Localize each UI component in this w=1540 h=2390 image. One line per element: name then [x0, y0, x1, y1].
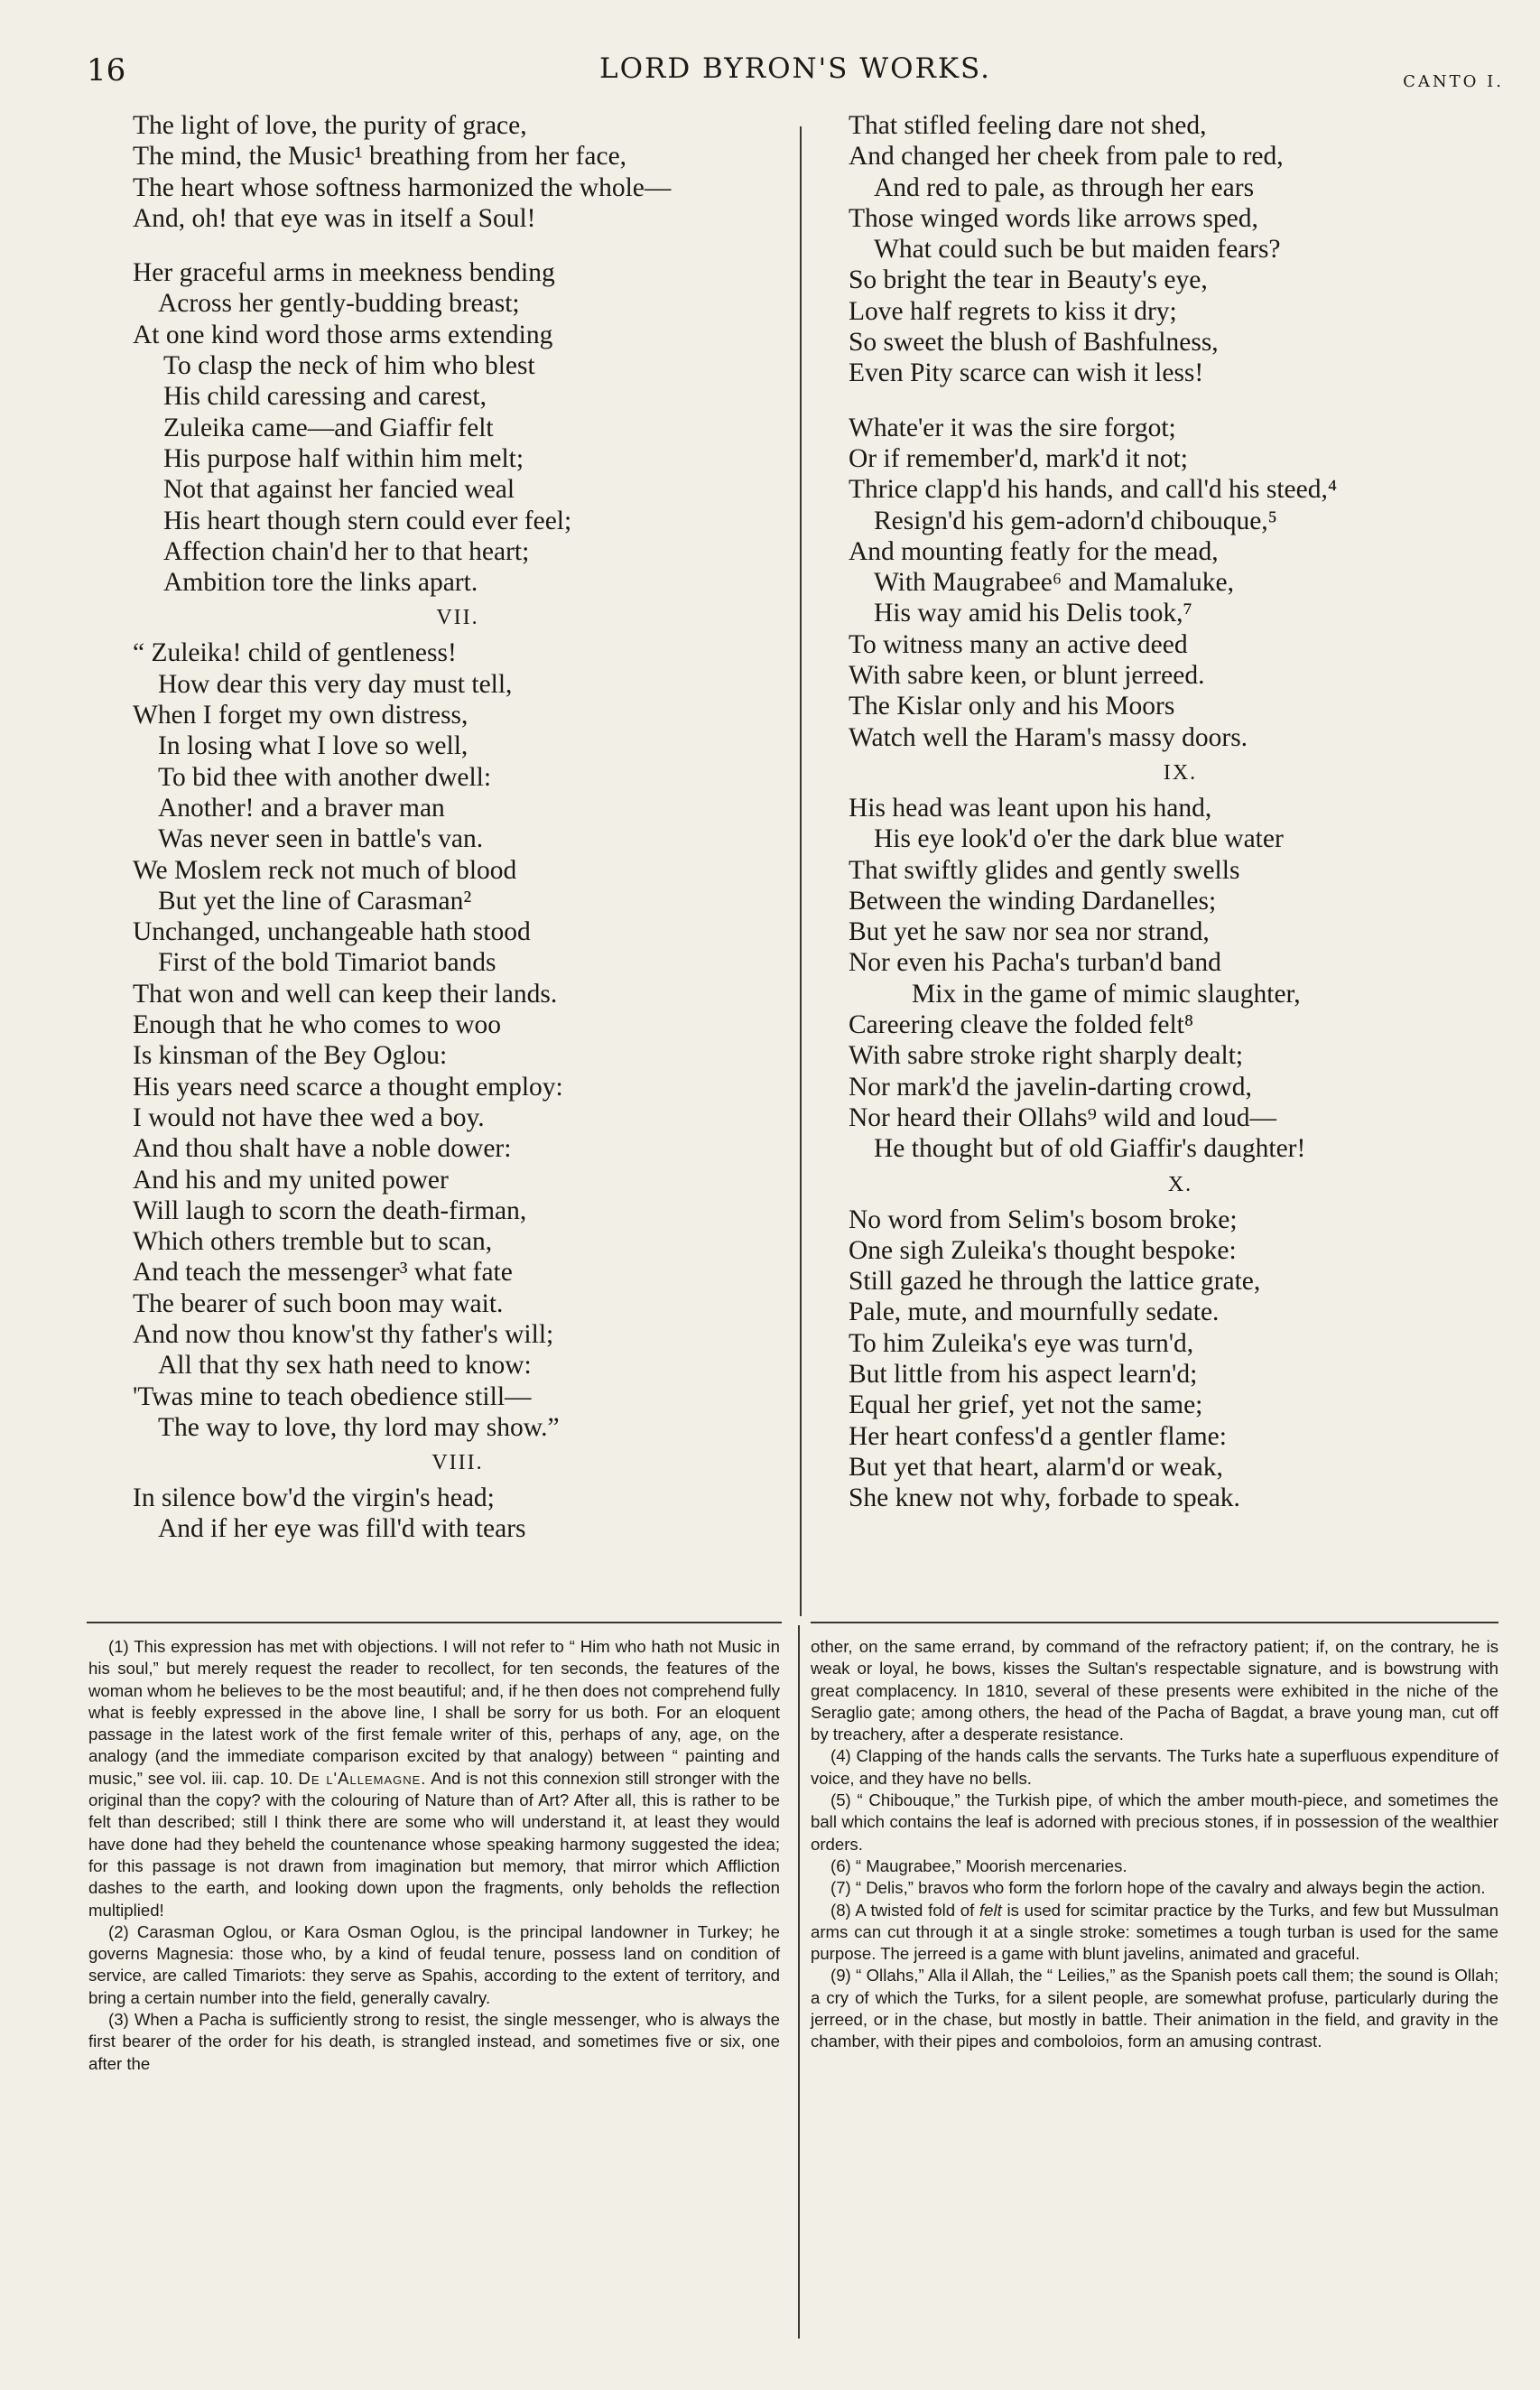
footnote-2: (2) Carasman Oglou, or Kara Osman Oglou, is the principal landowner in Turkey; he governs Magnesia: those who, by a kind of feudal tenure, possess land on condition of service, are called Timariots: they serve as Spahis, according to the extent of territory, and bring a certain number into the field, generally cavalry.: [88, 1921, 780, 2007]
poem-line: But yet he saw nor sea nor strand,: [849, 917, 1210, 947]
poem-line: Across her gently-budding breast;: [158, 289, 520, 319]
poem-line: To bid thee with another dwell:: [158, 762, 492, 792]
poem-line: Even Pity scarce can wish it less!: [849, 358, 1204, 388]
poem-line: In silence bow'd the virgin's head;: [133, 1483, 495, 1513]
poem-line: Her graceful arms in meekness bending: [133, 258, 555, 288]
poem-line: Not that against her fancied weal: [163, 475, 515, 505]
poem-line: 'Twas mine to teach obedience still—: [133, 1381, 532, 1411]
poem-line: Enough that he who comes to woo: [133, 1010, 502, 1040]
footnote-1-text-cont: And is not this connexion still stronger with the original than the copy? with the colouring of Nature than of Art? After all, this is rather to be felt than described; still I think there are some who will understand it, at least they would have done had they beheld the countenance whose speaking harmony suggested the idea; for this passage is not drawn from imagination but memory, that mirror which Affliction dashes to the earth, and looking down upon the fragments, only beholds the reflection multiplied!: [88, 1768, 780, 1920]
poem-line: Nor heard their Ollahs⁹ wild and loud—: [849, 1102, 1276, 1132]
poem-line: When I forget my own distress,: [133, 701, 468, 730]
poem-line: And teach the messenger³ what fate: [133, 1258, 513, 1288]
footnote-8-text-cont: is used for scimitar practice by the Turks, and few but Mussulman arms can cut through it at a single stroke: sometimes a tough turban is used for the same purpose. The jerreed is a game with blunt javelins, animated and graceful.: [811, 1900, 1498, 1964]
poem-line: His child caressing and carest,: [163, 382, 487, 412]
poem-line: But yet that heart, alarm'd or weak,: [849, 1452, 1223, 1482]
poem-line: He thought but of old Giaffir's daughter!: [874, 1134, 1306, 1164]
footnote-rule-left: [87, 1622, 782, 1623]
footnote-rule-right: [811, 1622, 1498, 1623]
poem-column-left: [133, 110, 783, 1545]
poem-line: And if her eye was fill'd with tears: [158, 1514, 526, 1544]
poem-line: The heart whose softness harmonized the whole—: [133, 172, 672, 202]
poem-line: Careering cleave the folded felt⁸: [849, 1010, 1194, 1040]
running-title: LORD BYRON'S WORKS.: [598, 52, 991, 85]
poem-line: Pale, mute, and mournfully sedate.: [849, 1297, 1220, 1327]
poem-line: With sabre stroke right sharply dealt;: [849, 1041, 1244, 1071]
poem-line: His eye look'd o'er the dark blue water: [874, 824, 1284, 854]
column-divider: [800, 126, 802, 1616]
running-header: [87, 52, 1504, 92]
page-number: 16: [87, 52, 126, 88]
poem-line: Unchanged, unchangeable hath stood: [133, 917, 531, 947]
poem-line: The light of love, the purity of grace,: [133, 111, 527, 140]
poem-line: His heart though stern could ever feel;: [163, 506, 572, 535]
footnote-3-continued: other, on the same errand, by command of the refractory patient; if, on the contrary, he is weak or loyal, he bows, kisses the Sultan's respectable signature, and is bowstrung with great complacency. In 1810, several of these presents were exhibited in the niche of the Seraglio gate; among others, the head of the Pacha of Bagdat, a brave young man, cut off by treachery, after a desperate resistance.: [811, 1637, 1498, 1744]
poem-line: Will laugh to scorn the death-firman,: [133, 1195, 527, 1225]
poem-line: That swiftly glides and gently swells: [849, 855, 1240, 885]
poem-line: The mind, the Music¹ breathing from her face,: [133, 142, 627, 172]
poem-line: Thrice clapp'd his hands, and call'd his steed,⁴: [849, 475, 1338, 505]
poem-line: Was never seen in battle's van.: [158, 824, 484, 854]
poem-line: All that thy sex hath need to know:: [158, 1351, 532, 1381]
poem-line: And, oh! that eye was in itself a Soul!: [133, 203, 536, 233]
footnote-6: (6) “ Maugrabee,” Moorish mercenaries.: [830, 1855, 1127, 1875]
poem-line: What could such be but maiden fears?: [874, 235, 1281, 265]
poem-line: In losing what I love so well,: [158, 731, 468, 761]
footnote-5: (5) “ Chibouque,” the Turkish pipe, of which the amber mouth-piece, and sometimes the ball which contains the leaf is adorned with precious stones, if in possession of the wealthier orders.: [811, 1790, 1498, 1854]
poem-line: But little from his aspect learn'd;: [849, 1359, 1198, 1389]
poem-line: To him Zuleika's eye was turn'd,: [849, 1328, 1194, 1358]
footnote-1-work-title: De l'Allemagne.: [298, 1768, 427, 1788]
poem-line: The Kislar only and his Moors: [849, 692, 1175, 721]
section-number: X.: [1167, 1172, 1193, 1196]
footnotes-right: [811, 1636, 1498, 2053]
poem-column-right: [849, 110, 1512, 1513]
poem-line: His purpose half within him melt;: [163, 443, 524, 473]
poem-line: Equal her grief, yet not the same;: [849, 1390, 1203, 1420]
poem-line: To witness many an active deed: [849, 629, 1188, 659]
poem-line: Zuleika came—and Giaffir felt: [163, 413, 494, 442]
poem-line: To clasp the neck of him who blest: [163, 351, 535, 381]
section-number: VII.: [436, 606, 479, 630]
poem-line: No word from Selim's bosom broke;: [849, 1204, 1238, 1234]
poem-line: And his and my united power: [133, 1165, 449, 1195]
poem-line: Between the winding Dardanelles;: [849, 886, 1217, 916]
footnote-9: (9) “ Ollahs,” Alla il Allah, the “ Leilies,” as the Spanish poets call them; the sound is Ollah; a cry of which the Turks, for a silent people, are somewhat profuse, particularly during the jerreed, or in the chase, but mostly in battle. Their animation in the field, and gravity in the chamber, with their pipes and comboloios, form an amusing contrast.: [811, 1966, 1498, 2051]
poem-line: And red to pale, as through her ears: [874, 172, 1255, 202]
poem-line: Watch well the Haram's massy doors.: [849, 722, 1248, 752]
poem-line: Another! and a braver man: [158, 793, 445, 823]
footnote-8-felt: felt: [979, 1900, 1002, 1920]
poem-line: One sigh Zuleika's thought bespoke:: [849, 1235, 1237, 1265]
footnote-7: (7) “ Delis,” bravos who form the forlorn hope of the cavalry and always begin the action.: [830, 1878, 1486, 1898]
poem-line: And mounting featly for the mead,: [849, 536, 1219, 566]
poem-line: And thou shalt have a noble dower:: [133, 1134, 512, 1164]
poem-line: Which others tremble but to scan,: [133, 1227, 493, 1257]
poem-line: Still gazed he through the lattice grate,: [849, 1267, 1261, 1297]
canto-label: CANTO I.: [1403, 72, 1504, 91]
poem-line: But yet the line of Carasman²: [158, 886, 472, 916]
poem-line: Resign'd his gem-adorn'd chibouque,⁵: [874, 506, 1277, 535]
poem-line: How dear this very day must tell,: [158, 669, 513, 699]
poem-line: The bearer of such boon may wait.: [133, 1288, 504, 1318]
poem-line: First of the bold Timariot bands: [158, 948, 496, 978]
footnotes-left: [88, 1636, 780, 2075]
footnote-4: (4) Clapping of the hands calls the servants. The Turks hate a superfluous expenditure of voice, and they have no bells.: [811, 1746, 1498, 1788]
footnote-1: [88, 1636, 780, 1921]
poem-line: And changed her cheek from pale to red,: [849, 142, 1284, 172]
poem-line: Love half regrets to kiss it dry;: [849, 296, 1177, 326]
poem-line: Her heart confess'd a gentler flame:: [849, 1421, 1227, 1451]
poem-line: Or if remember'd, mark'd it not;: [849, 443, 1188, 473]
poem-line: So sweet the blush of Bashfulness,: [849, 328, 1219, 358]
poem-line: We Moslem reck not much of blood: [133, 855, 517, 885]
section-number: VIII.: [431, 1451, 484, 1475]
stanza-gap: [133, 234, 783, 257]
poem-line: His way amid his Delis took,⁷: [874, 599, 1192, 628]
poem-line: I would not have thee wed a boy.: [133, 1102, 485, 1132]
poem-line: So bright the tear in Beauty's eye,: [849, 265, 1208, 295]
poem-line: That stifled feeling dare not shed,: [849, 111, 1207, 140]
footnote-8-text: (8) A twisted fold of: [830, 1900, 980, 1920]
section-number: IX.: [1163, 760, 1198, 785]
poem-line: With Maugrabee⁶ and Mamaluke,: [874, 568, 1235, 598]
poem-line: Those winged words like arrows sped,: [849, 203, 1258, 233]
footnote-1-text: (1) This expression has met with objections. I will not refer to “ Him who hath not Music in his soul,” but merely request the reader to recollect, for ten seconds, the features of the woman whom he believes to be the most beautiful; and, if he then does not comprehend fully what is feebly expressed in the above line, I shall be sorry for us both. For an eloquent passage in the latest work of the first female writer of this, perhaps of any, age, on the analogy (and the immediate comparison excited by that analogy) between “ painting and music,” see vol. iii. cap. 10.: [88, 1637, 780, 1788]
poem-line: Mix in the game of mimic slaughter,: [912, 979, 1301, 1009]
poem-line: At one kind word those arms extending: [133, 320, 553, 349]
poem-line: With sabre keen, or blunt jerreed.: [849, 661, 1205, 691]
poem-line: Affection chain'd her to that heart;: [163, 536, 530, 566]
poem-line: She knew not why, forbade to speak.: [849, 1483, 1240, 1513]
footnote-8: [811, 1900, 1498, 1966]
poem-line: His head was leant upon his hand,: [849, 793, 1212, 823]
poem-line: Nor even his Pacha's turban'd band: [849, 948, 1221, 978]
poem-line: Ambition tore the links apart.: [163, 568, 478, 598]
poem-line: The way to love, thy lord may show.”: [158, 1412, 560, 1442]
footnote-3: (3) When a Pacha is sufficiently strong to resist, the single messenger, who is always the first bearer of the order for his death, is strangled instead, and sometimes five or six, one after the: [88, 2010, 780, 2073]
poem-line: Is kinsman of the Bey Oglou:: [133, 1041, 448, 1071]
poem-line: Whate'er it was the sire forgot;: [849, 413, 1176, 442]
poem-line: Nor mark'd the javelin-darting crowd,: [849, 1072, 1252, 1102]
poem-line: And now thou know'st thy father's will;: [133, 1319, 554, 1349]
stanza-gap: [849, 389, 1512, 413]
poem-line: “ Zuleika! child of gentleness!: [133, 638, 457, 668]
poem-line: His years need scarce a thought employ:: [133, 1072, 563, 1102]
poem-line: That won and well can keep their lands.: [133, 979, 558, 1009]
footnote-column-divider: [798, 1625, 800, 2339]
